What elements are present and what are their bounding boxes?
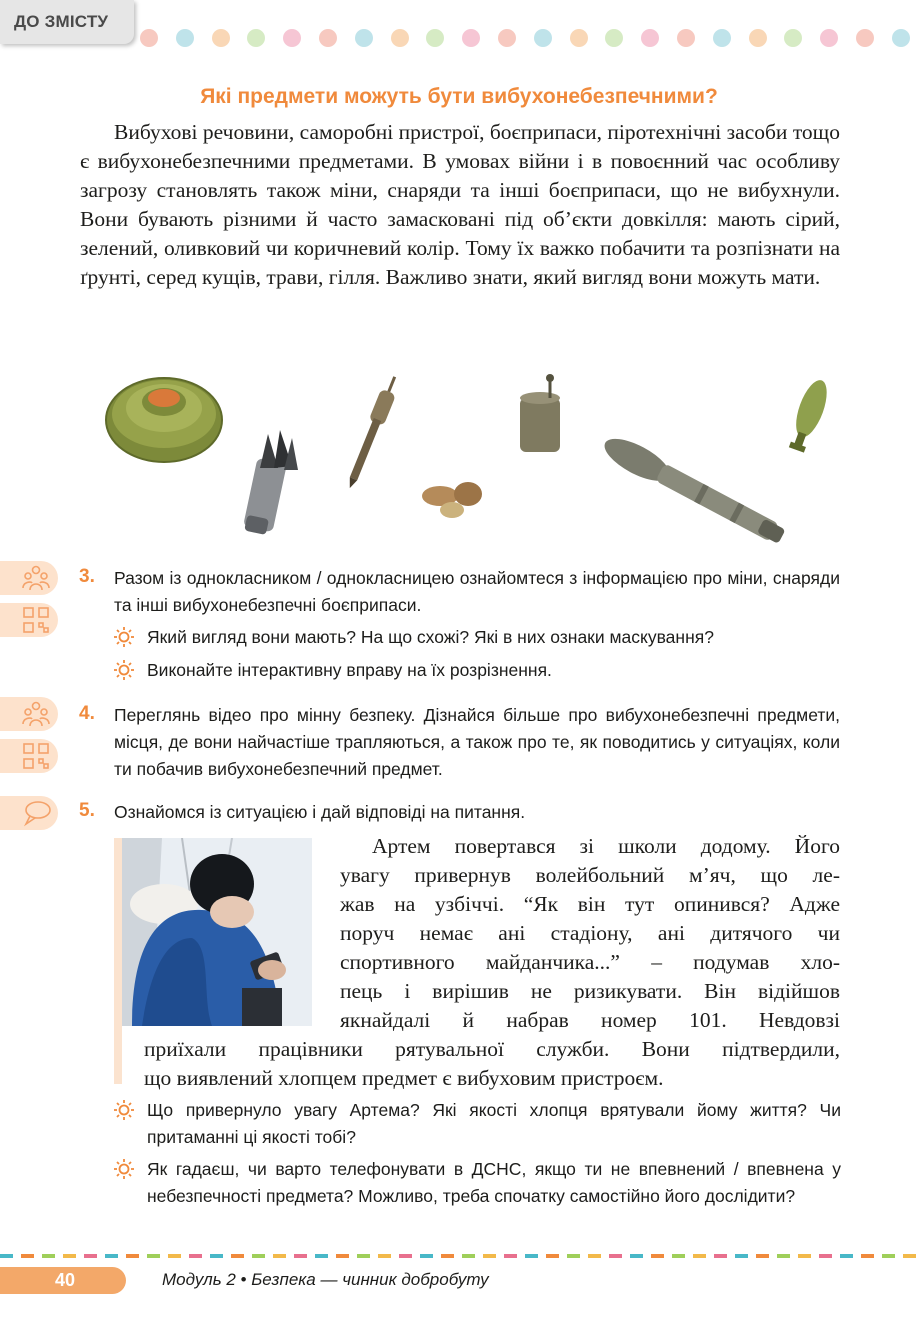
butterfly-mine-image [422, 482, 482, 518]
task-3-bullet: Який вигляд вони мають? На що схожі? Які в них ознаки маскування? [147, 627, 714, 647]
footer-dash [462, 1254, 475, 1258]
footer-dash [861, 1254, 874, 1258]
story-text-line: пець і вирішив не ризикувати. Він відійшов [340, 979, 840, 1003]
decorative-dot [677, 29, 695, 47]
footer-dash [378, 1254, 391, 1258]
footer-dash [168, 1254, 181, 1258]
decorative-dot [247, 29, 265, 47]
footer-dash [588, 1254, 601, 1258]
footer-dash [0, 1254, 13, 1258]
footer-dash [840, 1254, 853, 1258]
footer-dash [126, 1254, 139, 1258]
footer-dash [210, 1254, 223, 1258]
decorative-dot [498, 29, 516, 47]
footer-dash [399, 1254, 412, 1258]
footer-dash [336, 1254, 349, 1258]
discussion-icon [22, 799, 52, 827]
footer-dash [609, 1254, 622, 1258]
footer-dash [42, 1254, 55, 1258]
footer-dash [315, 1254, 328, 1258]
qr-code-tab[interactable] [0, 603, 58, 637]
decorative-dot [570, 29, 588, 47]
footer-dash [252, 1254, 265, 1258]
footer-dash [63, 1254, 76, 1258]
footer-divider [0, 1254, 918, 1258]
footer-dash [189, 1254, 202, 1258]
footer-dash [651, 1254, 664, 1258]
story-text-line: спортивного майданчика...” – подумав хло- [340, 950, 840, 974]
decorative-dot [713, 29, 731, 47]
decorative-dot [605, 29, 623, 47]
decorative-dot [391, 29, 409, 47]
footer-dash [672, 1254, 685, 1258]
task-5-bullet: Що привернуло увагу Артема? Які якості хлопця врятували йому життя? Чи притаманні ці якості тобі? [147, 1100, 841, 1147]
qr-code-tab[interactable] [0, 739, 58, 773]
decorative-dot [319, 29, 337, 47]
decorative-dot [140, 29, 158, 47]
footer-dash [357, 1254, 370, 1258]
decorative-dot [176, 29, 194, 47]
group-work-icon [22, 700, 50, 728]
footer-dash [798, 1254, 811, 1258]
decorative-dot [426, 29, 444, 47]
footer-dash [882, 1254, 895, 1258]
explosive-items-illustration [100, 368, 840, 548]
footer-dash [84, 1254, 97, 1258]
decorative-dots [140, 29, 910, 47]
story-text-line: що виявлений хлопцем предмет є вибуховим пристроєм. [144, 1066, 664, 1090]
decorative-dot [283, 29, 301, 47]
decorative-dot [749, 29, 767, 47]
footer-dash [735, 1254, 748, 1258]
story-text-line: приїхали працівники рятувальної служби. Вони підтвердили, [144, 1037, 840, 1061]
footer-dash [21, 1254, 34, 1258]
decorative-dot [355, 29, 373, 47]
footer-dash [147, 1254, 160, 1258]
task-number: 4. [79, 703, 95, 724]
task-number: 5. [79, 800, 95, 821]
decorative-dot [462, 29, 480, 47]
sun-bullet-icon [113, 659, 135, 681]
task-3-text: Разом із однокласником / однокласницею ознайомтеся з інформацією про міни, снаряди та інші вибухонебезпечні боєприпаси. [114, 568, 840, 615]
story-text-line: увагу привернув волейбольний м’яч, що ле- [340, 863, 840, 887]
group-work-tab [0, 697, 58, 731]
decorative-dot [856, 29, 874, 47]
footer-dash [483, 1254, 496, 1258]
story-accent-bar [114, 838, 122, 1084]
task-number: 3. [79, 566, 95, 587]
footer-dash [504, 1254, 517, 1258]
footer-dash [693, 1254, 706, 1258]
task-5-text: Ознайомся із ситуацією і дай відповіді на питання. [114, 802, 526, 822]
footer-dash [546, 1254, 559, 1258]
toc-link[interactable]: ДО ЗМІСТУ [0, 0, 134, 44]
fuze-shell-image [342, 374, 402, 491]
decorative-dot [534, 29, 552, 47]
cylinder-mine-image [520, 374, 560, 452]
task-3-bullet: Виконайте інтерактивну вправу на їх розрізнення. [147, 660, 552, 680]
story-text-line: Артем повертався зі школи додому. Його [372, 834, 840, 858]
footer-dash [630, 1254, 643, 1258]
footer-dash [105, 1254, 118, 1258]
footer-module-title: Модуль 2 • Безпека — чинник добробуту [162, 1270, 489, 1289]
footer-dash [567, 1254, 580, 1258]
group-work-tab [0, 561, 58, 595]
story-text-line: поруч немає ані стадіону, ані дитячого чи [340, 921, 840, 945]
footer-dash [273, 1254, 286, 1258]
sun-bullet-icon [113, 1158, 135, 1180]
anti-tank-mine-image [106, 378, 222, 462]
decorative-dot [892, 29, 910, 47]
task-4-text: Переглянь відео про мінну безпеку. Дізнайся більше про вибухонебезпечні предмети, місця, де вони найчастіше трапляються, а також про те, як поводитись у ситуаціях, коли ти побачив вибухонебезпечний предмет. [114, 705, 840, 779]
discussion-tab [0, 796, 58, 830]
footer-dash [294, 1254, 307, 1258]
story-text-line: якнайдалі й набрав номер 101. Невдовзі [340, 1008, 840, 1032]
section-heading: Які предмети можуть бути вибухонебезпечними? [200, 85, 718, 108]
footer-dash [525, 1254, 538, 1258]
footer-dash [756, 1254, 769, 1258]
sun-bullet-icon [113, 626, 135, 648]
bomblet-image [243, 430, 298, 535]
footer-dash [777, 1254, 790, 1258]
decorative-dot [212, 29, 230, 47]
qr-code-icon [22, 742, 50, 770]
intro-paragraph: Вибухові речовини, саморобні пристрої, боєприпаси, піротехнічні засоби тощо є вибухонебезпечними предметами. В умовах війни і в повоєнний час особливу загрозу становлять також міни, снаряди та інші боєприпаси, що не вибухнули. Вони бувають різними й часто замасковані під об’єкти довкілля: мають сірий, зелений, оливковий чи коричневий колір. Тому їх важко побачити та розпізнати на ґрунті, серед кущів, трави, гілля. Важливо знати, який вигляд вони можуть мати. [80, 120, 840, 289]
footer-dash [231, 1254, 244, 1258]
task-5-bullet: Як гадаєш, чи варто телефонувати в ДСНС, якщо ти не впевнений / впевнена у небезпечності предмета? Можливо, треба спочатку самостійно його дослідити? [147, 1159, 841, 1206]
story-text-line: жав на узбіччі. “Як він тут опинився? Адже [340, 892, 840, 916]
decorative-dot [784, 29, 802, 47]
rocket-grenade-image [599, 431, 789, 548]
footer-dash [903, 1254, 916, 1258]
page-number: 40 [0, 1267, 126, 1294]
footer-dash [420, 1254, 433, 1258]
footer-dash [714, 1254, 727, 1258]
boy-with-phone-photo [122, 838, 312, 1026]
group-work-icon [22, 564, 50, 592]
decorative-dot [820, 29, 838, 47]
decorative-dot [641, 29, 659, 47]
footer-dash [819, 1254, 832, 1258]
sun-bullet-icon [113, 1099, 135, 1121]
footer-dash [441, 1254, 454, 1258]
qr-code-icon [22, 606, 50, 634]
mortar-shell-image [785, 376, 833, 454]
